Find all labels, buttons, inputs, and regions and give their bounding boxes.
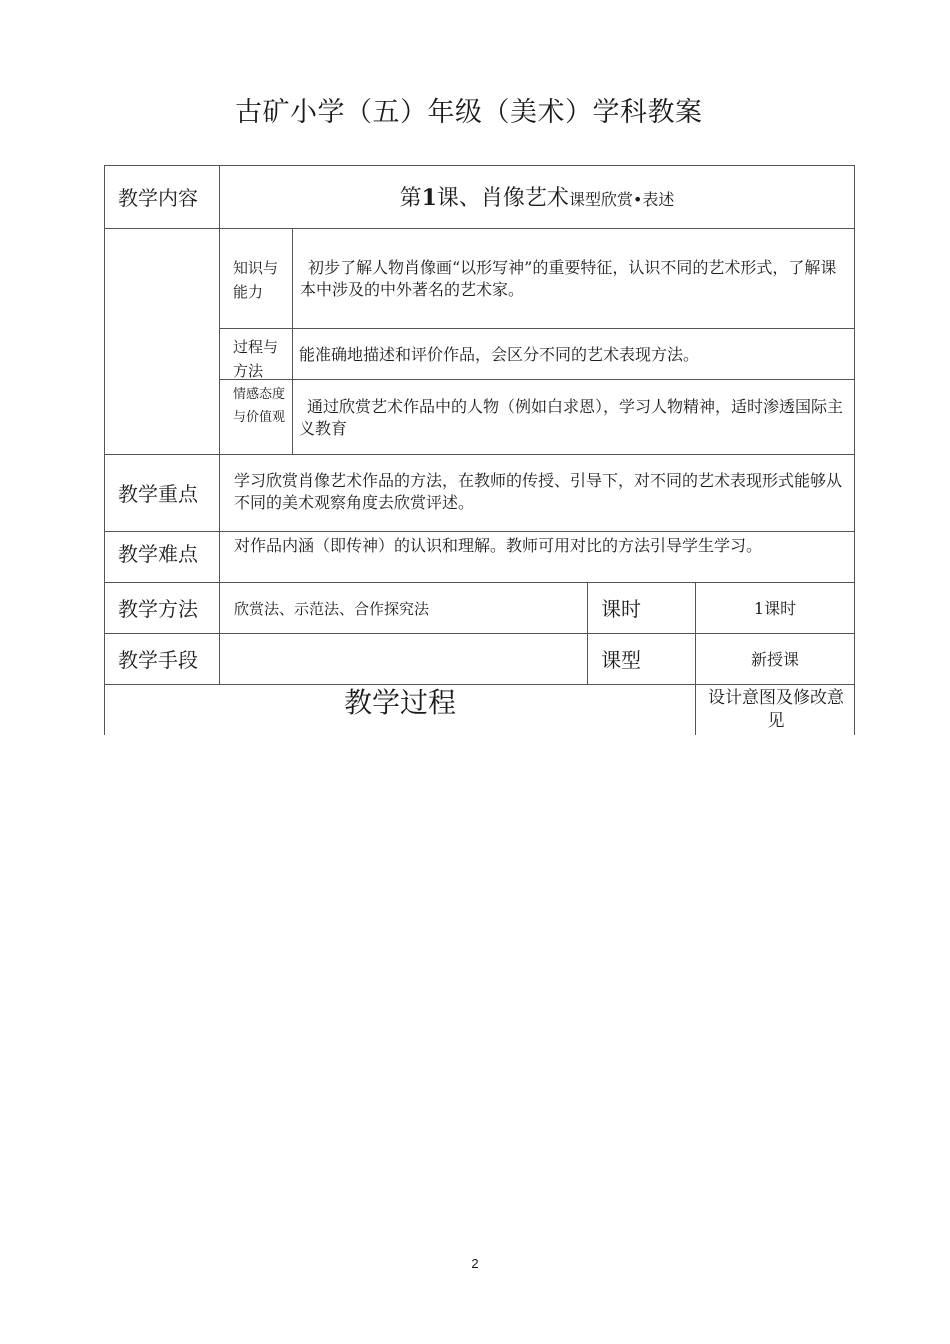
notes-label: 设计意图及修改意见	[708, 688, 844, 731]
table-border	[292, 228, 293, 454]
difficulty-text: 对作品内涵（即传神）的认识和理解。教师可用对比的方法引导学生学习。	[234, 536, 763, 555]
emotion-label: 情感态度与价值观	[233, 387, 286, 425]
table-border	[104, 165, 855, 166]
lesson-type-value: 欣赏•表述	[600, 190, 675, 209]
key-point-text: 学习欣赏肖像艺术作品的方法，在教师的传授、引导下，对不同的艺术表现形式能够从不同的美术观察角度去欣赏评述。	[234, 471, 843, 512]
lesson-number: 1	[421, 185, 437, 211]
table-border	[104, 582, 855, 583]
document-title: 古矿小学（五）年级（美术）学科教案	[235, 97, 703, 128]
table-border	[219, 165, 220, 684]
lesson-type-label: 课型	[568, 190, 601, 209]
table-border	[219, 328, 855, 329]
process-title: 教学过程	[343, 686, 456, 719]
table-border	[587, 582, 588, 684]
table-border	[104, 228, 855, 229]
content-label: 教学内容	[118, 186, 198, 210]
type-label: 课型	[601, 648, 641, 672]
page-number: 2	[471, 1256, 479, 1271]
difficulty-label: 教学难点	[118, 542, 198, 566]
process-method-text: 能准确地描述和评价作品，会区分不同的艺术表现方法。	[299, 345, 700, 364]
hours-value: 1课时	[753, 599, 797, 618]
table-border	[104, 454, 855, 455]
means-label: 教学手段	[118, 648, 198, 672]
table-border	[104, 684, 855, 685]
table-border	[854, 165, 855, 735]
table-border	[219, 379, 855, 380]
table-border	[104, 165, 105, 735]
lesson-prefix: 第	[399, 186, 422, 211]
lesson-main: 课、肖像艺术	[436, 186, 569, 211]
table-border	[104, 633, 855, 634]
process-method-label: 过程与方法	[233, 338, 279, 380]
emotion-text: 通过欣赏艺术作品中的人物（例如白求恩），学习人物精神，适时渗透国际主义教育	[299, 397, 844, 438]
hours-label: 课时	[601, 597, 641, 621]
knowledge-label: 知识与能力	[233, 259, 279, 301]
method-text: 欣赏法、示范法、合作探究法	[234, 600, 430, 618]
table-border	[104, 531, 855, 532]
knowledge-text: 初步了解人物肖像画“以形写神”的重要特征，认识不同的艺术形式，了解课本中涉及的中外著名的艺术家。	[300, 258, 837, 299]
type-value: 新授课	[750, 650, 799, 669]
lesson-title	[220, 183, 854, 215]
key-point-label: 教学重点	[118, 482, 198, 506]
method-label: 教学方法	[118, 597, 198, 621]
